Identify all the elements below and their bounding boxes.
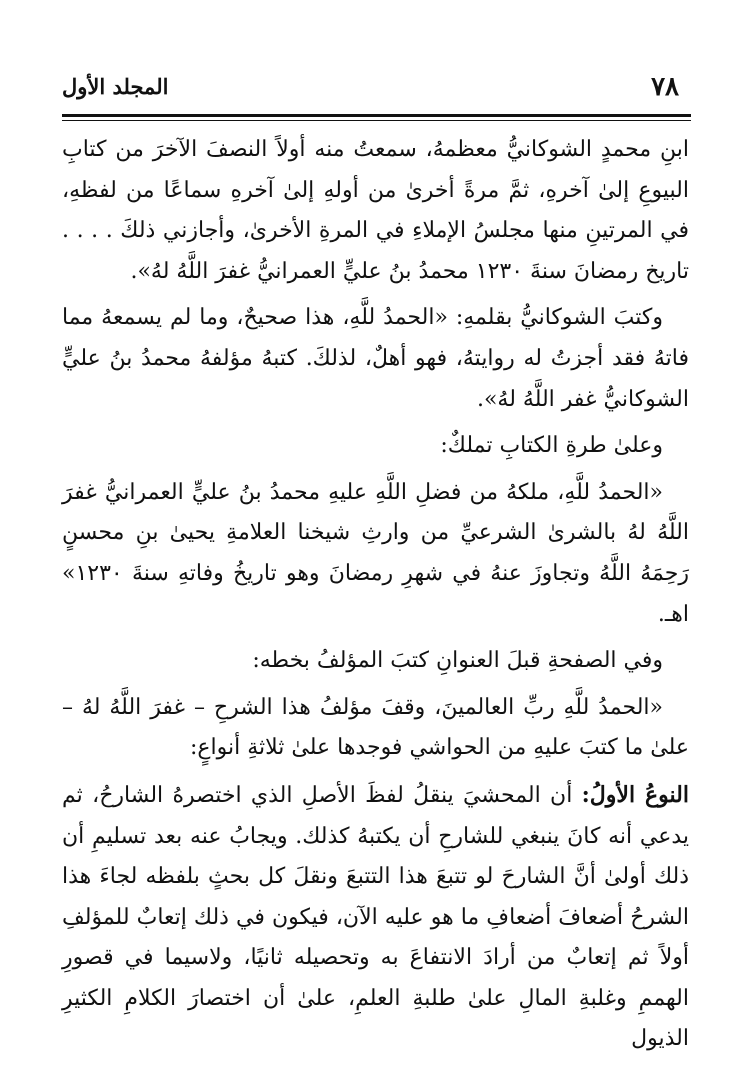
paragraph-ownership-note: «الحمدُ للَّهِ، ملكهُ من فضلِ اللَّهِ عليهِ محمدُ بنُ عليٍّ العمرانيُّ غفرَ اللَّهُ لهُ بالشرىٰ الشرعيِّ من وارثِ شيخنا العلامةِ يحيىٰ بنِ محسنٍ رَحِمَهُ اللَّهُ وتجاوزَ عنهُ في شهرِ رمضانَ وهو تاريخُ وفاتهِ سنةَ ١٢٣٠» اهـ. <box>62 479 690 627</box>
paragraph-first-type <box>62 775 689 1060</box>
paragraph-title-page-intro: وعلىٰ طرةِ الكتابِ تملكٌ: <box>440 433 663 459</box>
header-rule-thick <box>62 114 691 117</box>
paragraph-author-quote: «الحمدُ للَّهِ ربِّ العالمينَ، وقفَ مؤلفُ هذا الشرحِ – غفرَ اللَّهُ لهُ – علىٰ ما كتبَ عليهِ من الحواشي فوجدها علىٰ ثلاثةِ أنواعٍ: <box>62 694 689 761</box>
first-type-label: النوعُ الأولُ: <box>581 781 689 808</box>
first-type-text: أن المحشيَ ينقلُ لفظَ الأصلِ الذي اختصرهُ الشارحُ، ثم يدعي أنه كانَ ينبغي للشارحِ أن يكتبهُ كذلك. ويجابُ عنه بعد تسليمِ أن ذلك أولىٰ أنَّ الشارحَ لو تتبعَ هذا التتبعَ ونقلَ كل بحثٍ بلفظه لجاءَ هذا الشرحُ أضعافَ أضعافِ ما هو عليه الآن، فيكون في ذلك إتعابٌ للمؤلفِ أولاً ثم إتعابٌ من أرادَ الانتفاعَ به وتحصيله ثانيًا، ولاسيما في قصورِ الهممِ وغلبةِ المالِ علىٰ طلبةِ العلمِ، علىٰ أن اختصارَ الكلامِ الكثيرِ الذيول <box>62 782 689 1052</box>
volume-title: المجلد الأول <box>62 74 169 99</box>
paragraph-shawkani-note: وكتبَ الشوكانيُّ بقلمهِ: «الحمدُ للَّهِ، هذا صحيحٌ، وما لم يسمعهُ مما فاتهُ فقد أجزتُ له روايتهُ، فهو أهلٌ، لذلكَ. كتبهُ مؤلفهُ محمدُ بنُ عليٍّ الشوكانيُّ غفر اللَّهُ لهُ». <box>62 305 689 412</box>
page-number: ٧٨ <box>651 72 679 102</box>
paragraph-continuation: ابنِ محمدٍ الشوكانيُّ معظمهُ، سمعتُ منه أولاً النصفَ الآخرَ من كتابِ البيوعِ إلىٰ آخرهِ، ثمَّ مرةً أخرىٰ من أولهِ إلىٰ آخرهِ سماعًا من لفظهِ، في المرتينِ منها مجلسُ الإملاءِ في المرةِ الأخرىٰ، وأجازني ذلكَ . . . . تاريخ رمضانَ سنةَ ١٢٣٠ محمدُ بنُ عليٍّ العمرانيُّ غفرَ اللَّهُ لهُ». <box>62 137 689 284</box>
body-text <box>62 130 689 1060</box>
page-header <box>62 68 691 116</box>
header-rule-thin <box>62 120 691 121</box>
paragraph-author-note-intro: وفي الصفحةِ قبلَ العنوانِ كتبَ المؤلفُ بخطه: <box>252 648 663 674</box>
